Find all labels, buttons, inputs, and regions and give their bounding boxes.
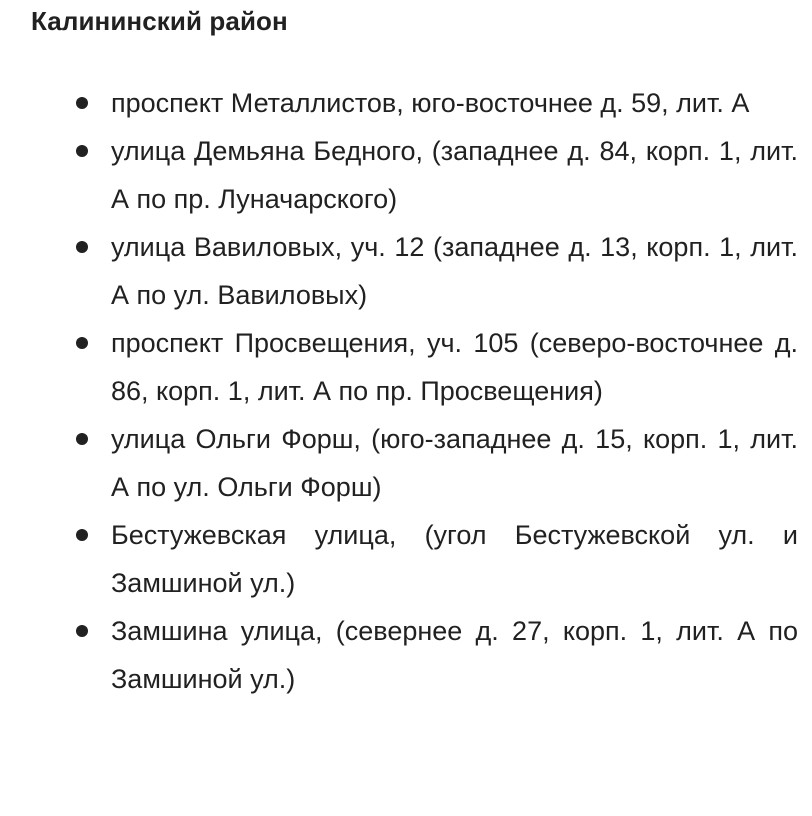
list-item — [0, 319, 812, 415]
bullet-icon — [76, 145, 88, 157]
list-item-text: улица Вавиловых, уч. 12 (западнее д. 13, корп. 1, лит. А по ул. Вавиловых) — [111, 232, 798, 310]
bullet-icon — [76, 337, 88, 349]
list-item — [0, 223, 812, 319]
bullet-icon — [76, 433, 88, 445]
address-list — [0, 79, 812, 703]
list-item-text: Бестужевская улица, (угол Бестужевской ул. и Замшиной ул.) — [111, 520, 798, 598]
section-heading: Калининский район — [31, 6, 288, 36]
list-item — [0, 415, 812, 511]
list-item-text: улица Демьяна Бедного, (западнее д. 84, корп. 1, лит. А по пр. Луначарского) — [111, 136, 798, 214]
bullet-icon — [76, 625, 88, 637]
list-item — [0, 511, 812, 607]
bullet-icon — [76, 241, 88, 253]
bullet-icon — [76, 97, 88, 109]
bullet-icon — [76, 529, 88, 541]
list-item-text: проспект Металлистов, юго-восточнее д. 59, лит. А — [111, 88, 750, 118]
list-item-text: проспект Просвещения, уч. 105 (северо-восточнее д. 86, корп. 1, лит. А по пр. Просвещения) — [111, 328, 798, 406]
list-item — [0, 79, 812, 127]
list-item — [0, 607, 812, 703]
list-item — [0, 127, 812, 223]
list-item-text: улица Ольги Форш, (юго-западнее д. 15, корп. 1, лит. А по ул. Ольги Форш) — [111, 424, 798, 502]
list-item-text: Замшина улица, (севернее д. 27, корп. 1, лит. А по Замшиной ул.) — [111, 616, 798, 694]
